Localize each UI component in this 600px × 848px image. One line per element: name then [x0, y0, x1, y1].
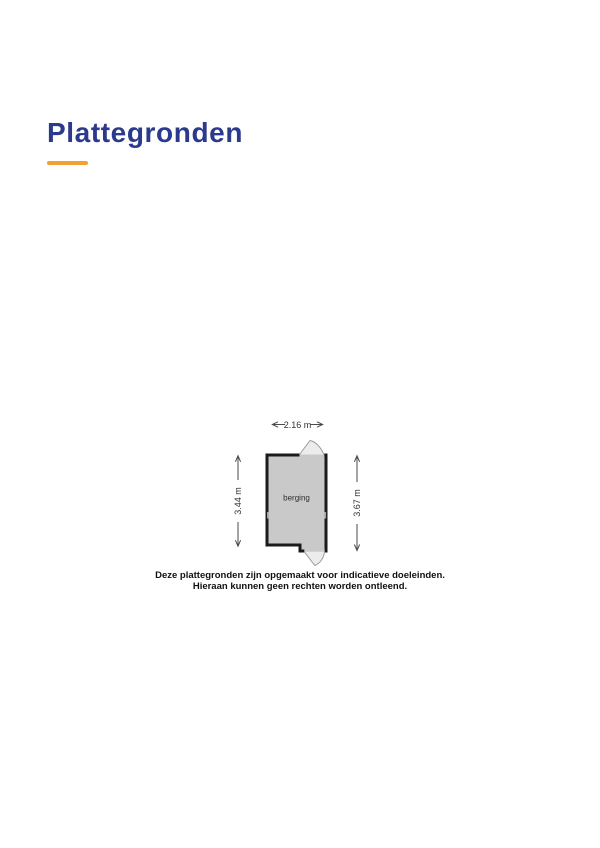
dimension-left-label: 3.44 m	[233, 487, 243, 515]
disclaimer	[0, 570, 600, 592]
title-accent-rule	[47, 161, 88, 165]
dimension-top	[272, 420, 322, 430]
door-swing-bottom-icon	[304, 552, 324, 566]
floorplan-drawing	[220, 410, 380, 572]
dimension-left	[233, 456, 243, 546]
floorplan-figure	[220, 410, 380, 572]
room-berging	[267, 441, 326, 566]
page-title: Plattegronden	[47, 117, 244, 148]
wall-joint-mark-right	[325, 512, 327, 519]
dimension-right-label: 3.67 m	[352, 489, 362, 517]
door-swing-top-icon	[300, 441, 325, 455]
room-outline	[267, 455, 326, 551]
wall-joint-mark-left	[267, 512, 269, 519]
disclaimer-line-2: Hieraan kunnen geen rechten worden ontleend.	[192, 581, 408, 592]
room-label: berging	[283, 493, 310, 503]
dimension-right	[352, 456, 362, 551]
dimension-top-label: 2.16 m	[283, 419, 312, 430]
disclaimer-line-1: Deze plattegronden zijn opgemaakt voor indicatieve doeleinden.	[155, 570, 445, 581]
